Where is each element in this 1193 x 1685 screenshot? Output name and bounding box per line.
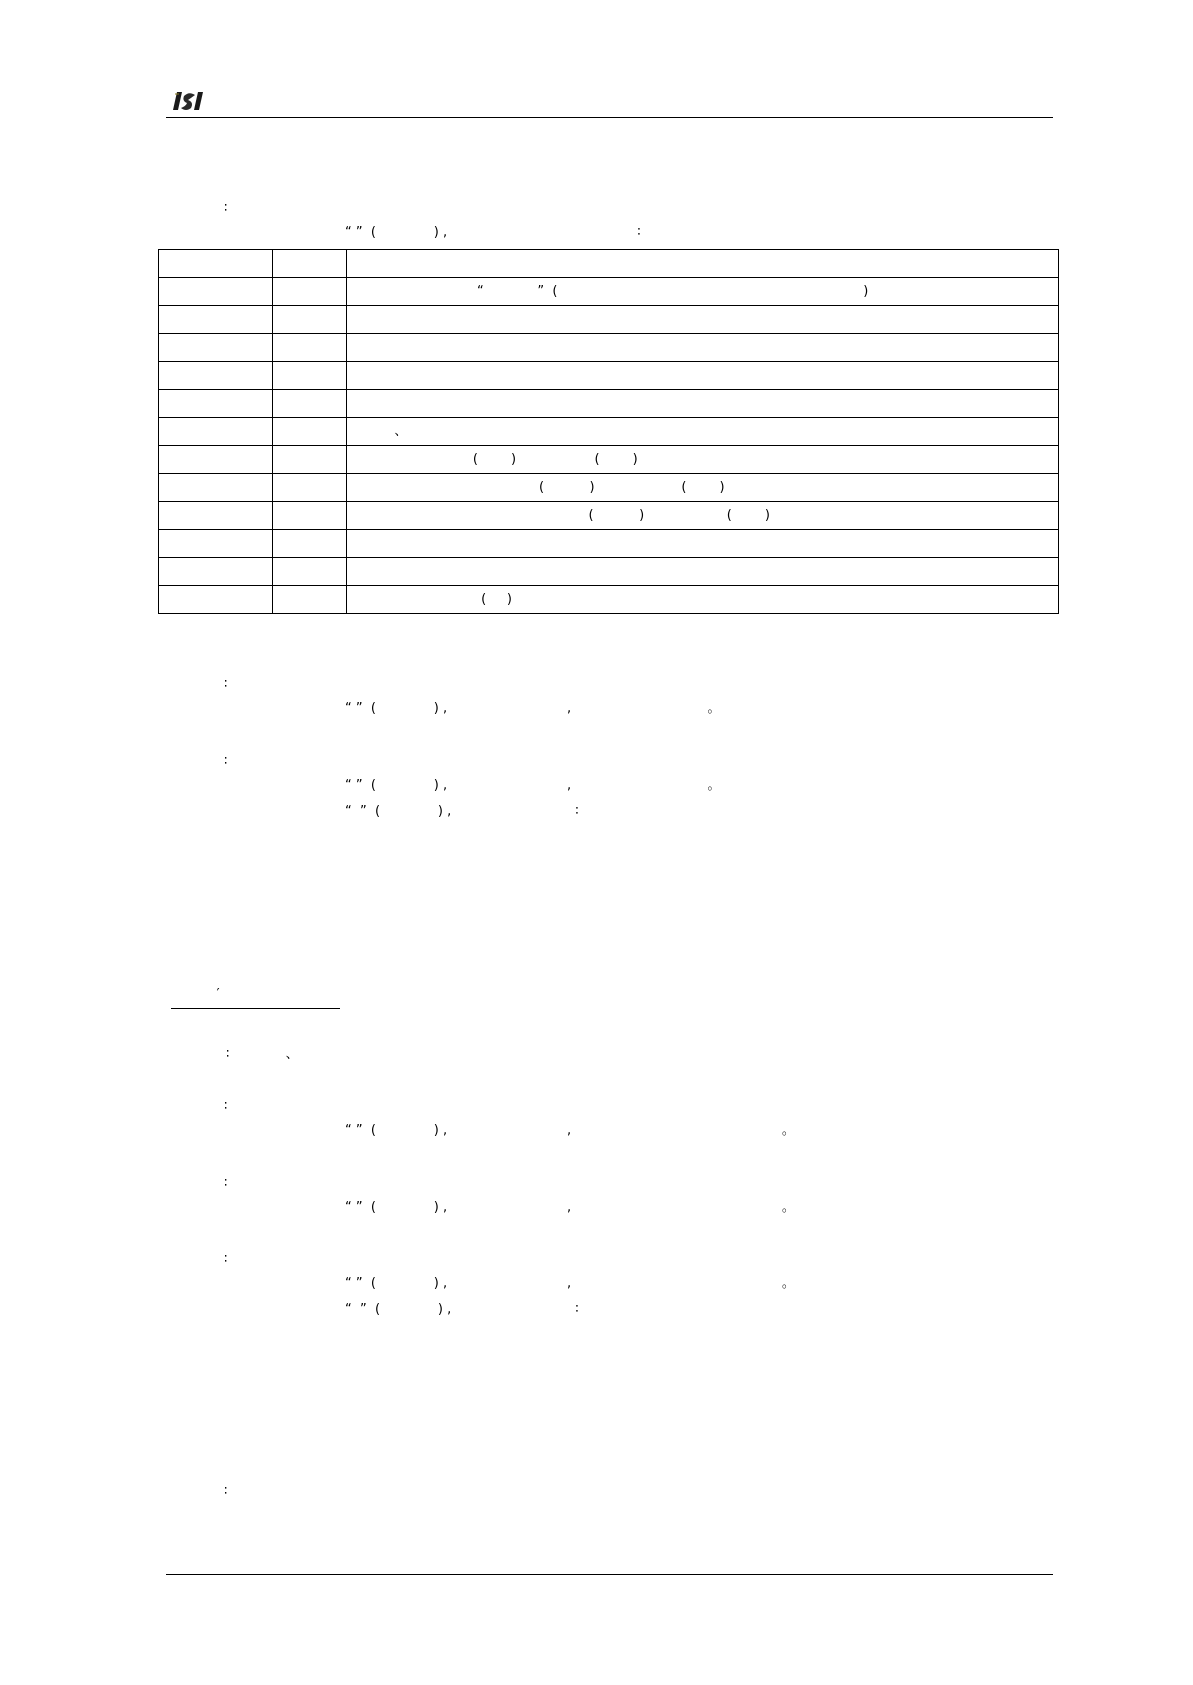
- table-cell: [159, 418, 273, 446]
- table-cell: [159, 390, 273, 418]
- table-cell: [273, 390, 347, 418]
- table-cell: [273, 418, 347, 446]
- block4-text: 、: [236, 1047, 299, 1062]
- section-heading-underline: [171, 1008, 340, 1009]
- table-cell: [159, 278, 273, 306]
- table-row: [159, 502, 1059, 530]
- table-cell: [347, 390, 1059, 418]
- table-row: [159, 530, 1059, 558]
- block1-colon: ∶: [224, 201, 228, 216]
- section-heading: ′: [196, 987, 220, 1002]
- table-cell: ( ): [347, 586, 1059, 614]
- table-cell: [347, 530, 1059, 558]
- table-cell: [273, 474, 347, 502]
- block5-colon: ∶: [224, 1099, 228, 1114]
- table-row: [159, 390, 1059, 418]
- block2-line: “ ” ( ) , , 。: [345, 701, 721, 716]
- header-rule: [166, 117, 1053, 118]
- table-cell: [273, 586, 347, 614]
- block3-colon: ∶: [224, 754, 228, 769]
- table-cell: “ ” ( ): [347, 278, 1059, 306]
- table-row: [159, 334, 1059, 362]
- block2-colon: ∶: [224, 677, 228, 692]
- table-row: [159, 558, 1059, 586]
- table-cell: [347, 558, 1059, 586]
- register-table: [158, 249, 1059, 614]
- table-cell: [159, 446, 273, 474]
- table-cell: [273, 530, 347, 558]
- table-cell: [159, 586, 273, 614]
- table-row: [159, 474, 1059, 502]
- block7-line1: “ ” ( ) , , 。: [345, 1276, 795, 1291]
- table-row: [159, 362, 1059, 390]
- block8-colon: ∶: [224, 1484, 228, 1499]
- table-cell: ( ) ( ): [347, 474, 1059, 502]
- table-row: [159, 306, 1059, 334]
- block7-line2: “ ” ( ) , ∶: [345, 1302, 579, 1317]
- table-cell: [273, 250, 347, 278]
- block6-line: “ ” ( ) , , 。: [345, 1200, 795, 1215]
- block1-line: “ ” ( ) , ∶: [345, 225, 641, 240]
- table-cell: 、: [347, 418, 1059, 446]
- table-cell: [273, 362, 347, 390]
- table-row: [159, 446, 1059, 474]
- block3-line2: “ ” ( ) , ∶: [345, 804, 579, 819]
- table-cell: [273, 334, 347, 362]
- table-cell: ( ) ( ): [347, 446, 1059, 474]
- table-cell: [273, 446, 347, 474]
- block3-line1: “ ” ( ) , , 。: [345, 778, 721, 793]
- table-cell: ( ) ( ): [347, 502, 1059, 530]
- table-cell: [347, 362, 1059, 390]
- table-cell: [273, 306, 347, 334]
- table-cell: [347, 250, 1059, 278]
- block7-colon: ∶: [224, 1252, 228, 1267]
- table-cell: [159, 362, 273, 390]
- company-logo-icon: [171, 88, 207, 114]
- table-cell: [159, 306, 273, 334]
- table-row: [159, 418, 1059, 446]
- table-cell: [159, 530, 273, 558]
- table-cell: [273, 278, 347, 306]
- table-cell: [159, 334, 273, 362]
- block4-colon: ∶: [226, 1047, 230, 1062]
- table-cell: [159, 474, 273, 502]
- table-cell: [159, 558, 273, 586]
- block5-line: “ ” ( ) , , 。: [345, 1123, 795, 1138]
- table-cell: [159, 502, 273, 530]
- table-cell: [347, 306, 1059, 334]
- table-row: [159, 586, 1059, 614]
- table-cell: [159, 250, 273, 278]
- table-cell: [273, 558, 347, 586]
- table-cell: [273, 502, 347, 530]
- table-row: [159, 250, 1059, 278]
- table-row: [159, 278, 1059, 306]
- block6-colon: ∶: [224, 1176, 228, 1191]
- table-cell: [347, 334, 1059, 362]
- footer-rule: [166, 1574, 1053, 1575]
